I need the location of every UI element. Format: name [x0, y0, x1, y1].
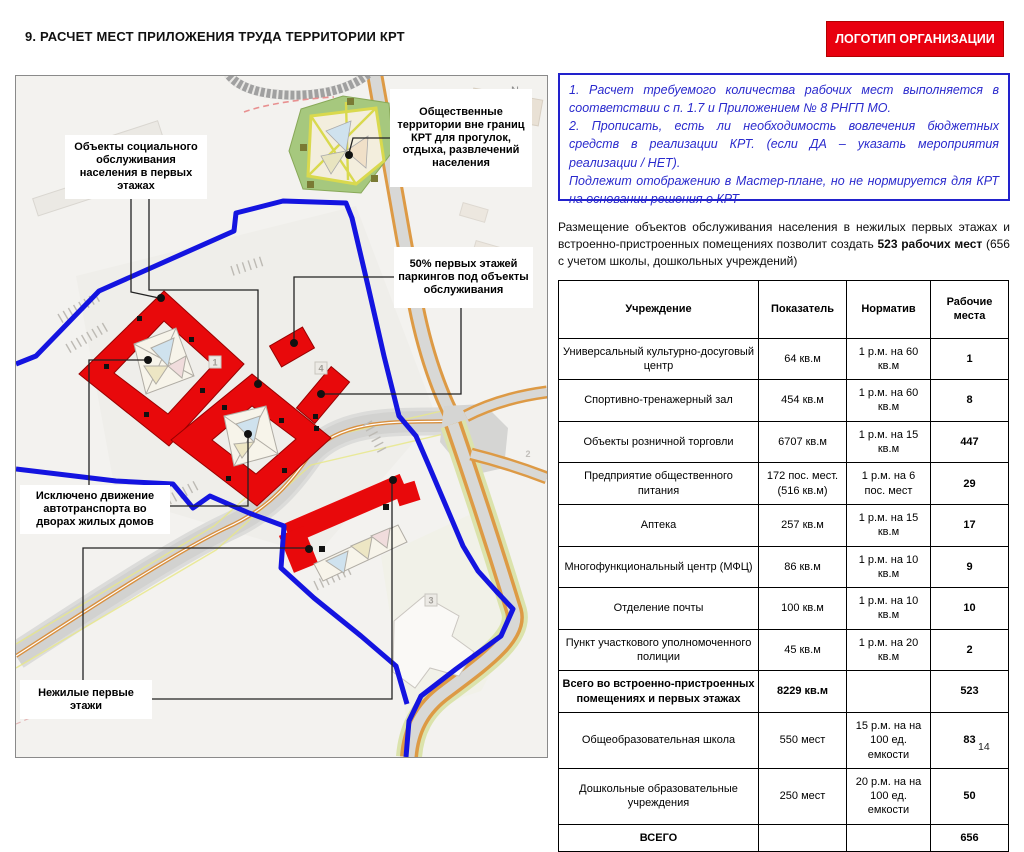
cell-jobs: 523	[931, 671, 1009, 713]
master-plan-map	[15, 75, 548, 758]
col-header-norm: Норматив	[847, 281, 931, 339]
cell-institution: Отделение почты	[559, 588, 759, 630]
callout-nonresidential-ground-floors: Нежилые первые этажи	[20, 680, 152, 719]
cell-jobs: 17	[931, 504, 1009, 546]
cell-indicator	[759, 824, 847, 851]
cell-indicator: 6707 кв.м	[759, 421, 847, 463]
table-row	[559, 463, 1009, 505]
cell-indicator: 100 кв.м	[759, 588, 847, 630]
cell-institution: Дошкольные образовательные учреждения	[559, 768, 759, 824]
table-row	[559, 768, 1009, 824]
page-title: 9. РАСЧЕТ МЕСТ ПРИЛОЖЕНИЯ ТРУДА ТЕРРИТОРИИ КРТ	[25, 29, 405, 44]
organization-logo-label: ЛОГОТИП ОРГАНИЗАЦИИ	[835, 32, 995, 46]
cell-indicator: 550 мест	[759, 712, 847, 768]
cell-jobs: 1	[931, 338, 1009, 380]
cell-indicator: 250 мест	[759, 768, 847, 824]
cell-jobs: 447	[931, 421, 1009, 463]
cell-institution: Пункт участкового уполномоченного полиции	[559, 629, 759, 671]
cell-jobs: 9	[931, 546, 1009, 588]
callout-public-territories: Общественные территории вне границ КРТ для прогулок, отдыха, развлечений населения	[390, 89, 532, 187]
cell-institution: Предприятие общественного питания	[559, 463, 759, 505]
table-body	[559, 338, 1009, 851]
cell-institution: Многофункциональный центр (МФЦ)	[559, 546, 759, 588]
summary-jobs-total: 523 рабочих мест	[877, 236, 983, 251]
parcel-label-4: 4	[318, 363, 324, 374]
organization-logo	[826, 21, 1004, 57]
cell-institution: Спортивно-тренажерный зал	[559, 380, 759, 422]
cell-norm: 1 р.м. на 6 пос. мест	[847, 463, 931, 505]
table-header-row	[559, 281, 1009, 339]
cell-norm: 1 р.м. на 20 кв.м	[847, 629, 931, 671]
table-row	[559, 824, 1009, 851]
cell-jobs: 50	[931, 768, 1009, 824]
note-line-2: 2. Прописать, есть ли необходимость вовлечения бюджетных средств в реализации КРТ. (если ДА – указать мероприятия реализации / НЕТ).	[569, 119, 999, 170]
cell-norm: 1 р.м. на 10 кв.м	[847, 546, 931, 588]
cell-norm: 15 р.м. на на 100 ед. емкости	[847, 712, 931, 768]
cell-indicator: 64 кв.м	[759, 338, 847, 380]
table-row	[559, 338, 1009, 380]
instruction-note-box	[558, 73, 1010, 206]
cell-norm	[847, 671, 931, 713]
callout-social-objects: Объекты социального обслуживания населения в первых этажах	[65, 135, 207, 199]
cell-institution: Всего во встроенно-пристроенных помещениях и первых этажах	[559, 671, 759, 713]
col-header-institution: Учреждение	[559, 281, 759, 339]
table-row	[559, 421, 1009, 463]
cell-indicator: 86 кв.м	[759, 546, 847, 588]
cell-indicator: 172 пос. мест. (516 кв.м)	[759, 463, 847, 505]
cell-norm: 1 р.м. на 15 кв.м	[847, 504, 931, 546]
cell-indicator: 454 кв.м	[759, 380, 847, 422]
table-row	[559, 629, 1009, 671]
table-row	[559, 504, 1009, 546]
cell-indicator: 257 кв.м	[759, 504, 847, 546]
col-header-jobs: Рабочие места	[931, 281, 1009, 339]
col-header-indicator: Показатель	[759, 281, 847, 339]
cell-norm: 1 р.м. на 10 кв.м	[847, 588, 931, 630]
table-row	[559, 671, 1009, 713]
summary-text-before: Размещение объектов обслуживания населения в нежилых первых этажах и встроенно-пристроенных помещениях позволит создать	[558, 220, 1010, 251]
cell-indicator: 45 кв.м	[759, 629, 847, 671]
table-row	[559, 588, 1009, 630]
cell-jobs: 29	[931, 463, 1009, 505]
cell-jobs: 656	[931, 824, 1009, 851]
cell-norm	[847, 824, 931, 851]
cell-norm: 20 р.м. на на 100 ед. емкости	[847, 768, 931, 824]
cell-institution: ВСЕГО	[559, 824, 759, 851]
page-number: 14	[978, 741, 990, 753]
parcel-label-1: 1	[212, 357, 218, 368]
callout-parking-ground-floors: 50% первых этажей паркингов под объекты обслуживания	[394, 247, 533, 308]
jobs-table	[558, 280, 1009, 852]
table-row	[559, 380, 1009, 422]
cell-institution: Общеобразовательная школа	[559, 712, 759, 768]
summary-paragraph	[558, 219, 1010, 269]
cell-norm: 1 р.м. на 60 кв.м	[847, 380, 931, 422]
note-line-1: 1. Расчет требуемого количества рабочих мест выполняется в соответствии с п. 1.7 и Приложением № 8 РНГП МО.	[569, 83, 999, 116]
cell-institution: Аптека	[559, 504, 759, 546]
parcel-label-3: 3	[428, 595, 434, 606]
cell-indicator: 8229 кв.м	[759, 671, 847, 713]
summary-text-after: (656 с учетом школы, дошкольных учреждений)	[558, 236, 1010, 268]
cell-institution: Объекты розничной торговли	[559, 421, 759, 463]
note-line-3: Подлежит отображению в Мастер-плане, но не нормируется для КРТ на основании решения о КРТ	[569, 173, 999, 206]
cell-norm: 1 р.м. на 15 кв.м	[847, 421, 931, 463]
parcel-label-2: 2	[525, 449, 531, 459]
table-row	[559, 712, 1009, 768]
public-park	[289, 96, 393, 193]
cell-jobs: 2	[931, 629, 1009, 671]
cell-jobs: 83	[931, 712, 1009, 768]
callout-no-traffic-courtyards: Исключено движение автотранспорта во дворах жилых домов	[20, 485, 170, 534]
cell-institution: Универсальный культурно-досуговый центр	[559, 338, 759, 380]
cell-norm: 1 р.м. на 60 кв.м	[847, 338, 931, 380]
cell-jobs: 8	[931, 380, 1009, 422]
table-row	[559, 546, 1009, 588]
cell-jobs: 10	[931, 588, 1009, 630]
